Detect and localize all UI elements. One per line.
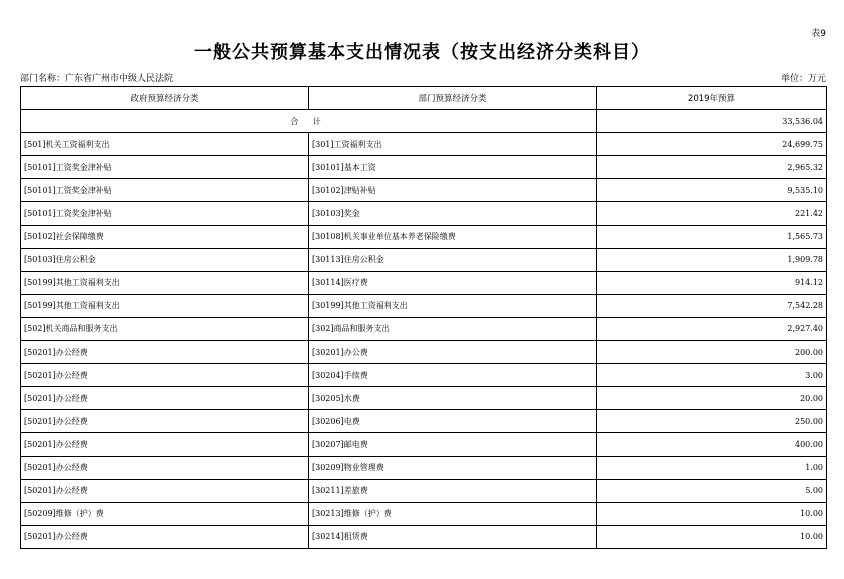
dept-class-cell: [30102]津贴补贴 [309, 179, 597, 202]
dept-class-cell: [30213]维修（护）费 [309, 502, 597, 525]
table-body [21, 110, 827, 549]
budget-value-cell: 2,927.40 [597, 317, 827, 340]
gov-class-cell: [502]机关商品和服务支出 [21, 317, 309, 340]
budget-value-cell: 24,699.75 [597, 133, 827, 156]
dept-class-cell: [30206]电费 [309, 410, 597, 433]
total-value: 33,536.04 [597, 110, 827, 133]
table-row [21, 179, 827, 202]
budget-value-cell: 400.00 [597, 433, 827, 456]
table-row [21, 364, 827, 387]
gov-class-cell: [50103]住房公积金 [21, 248, 309, 271]
table-header-row [21, 87, 827, 110]
gov-class-cell: [50209]维修（护）费 [21, 502, 309, 525]
table-row [21, 456, 827, 479]
budget-value-cell: 2,965.32 [597, 156, 827, 179]
gov-class-cell: [50101]工资奖金津补贴 [21, 202, 309, 225]
table-row [21, 133, 827, 156]
unit-label: 单位：万元 [780, 74, 826, 84]
table-row [21, 248, 827, 271]
table-row [21, 225, 827, 248]
dept-class-cell: [30205]水费 [309, 387, 597, 410]
dept-class-cell: [30114]医疗费 [309, 271, 597, 294]
table-row [21, 271, 827, 294]
dept-class-cell: [30214]租赁费 [309, 525, 597, 548]
table-row [21, 479, 827, 502]
budget-value-cell: 1,565.73 [597, 225, 827, 248]
page-title: 一般公共预算基本支出情况表（按支出经济分类科目） [194, 42, 650, 63]
dept-class-cell: [30101]基本工资 [309, 156, 597, 179]
budget-value-cell: 3.00 [597, 364, 827, 387]
column-header-budget-2019: 2019年预算 [597, 87, 827, 110]
gov-class-cell: [501]机关工资福利支出 [21, 133, 309, 156]
gov-class-cell: [50199]其他工资福利支出 [21, 294, 309, 317]
dept-class-cell: [30207]邮电费 [309, 433, 597, 456]
budget-value-cell: 1.00 [597, 456, 827, 479]
table-row [21, 387, 827, 410]
gov-class-cell: [50102]社会保障缴费 [21, 225, 309, 248]
budget-value-cell: 1,909.78 [597, 248, 827, 271]
gov-class-cell: [50101]工资奖金津补贴 [21, 179, 309, 202]
table-row [21, 410, 827, 433]
budget-value-cell: 221.42 [597, 202, 827, 225]
dept-class-cell: [30209]物业管理费 [309, 456, 597, 479]
dept-class-cell: [301]工资福利支出 [309, 133, 597, 156]
table-row [21, 294, 827, 317]
column-header-dept-class: 部门预算经济分类 [309, 87, 597, 110]
gov-class-cell: [50201]办公经费 [21, 387, 309, 410]
table-row [21, 341, 827, 364]
budget-value-cell: 20.00 [597, 387, 827, 410]
table-number: 表9 [811, 29, 826, 39]
dept-class-cell: [30204]手续费 [309, 364, 597, 387]
budget-value-cell: 9,535.10 [597, 179, 827, 202]
table-row [21, 525, 827, 548]
dept-class-cell: [302]商品和服务支出 [309, 317, 597, 340]
budget-value-cell: 250.00 [597, 410, 827, 433]
table-row [21, 433, 827, 456]
gov-class-cell: [50201]办公经费 [21, 456, 309, 479]
budget-table [20, 86, 827, 549]
dept-class-cell: [30103]奖金 [309, 202, 597, 225]
budget-value-cell: 5.00 [597, 479, 827, 502]
gov-class-cell: [50201]办公经费 [21, 364, 309, 387]
dept-class-cell: [30199]其他工资福利支出 [309, 294, 597, 317]
budget-value-cell: 7,542.28 [597, 294, 827, 317]
gov-class-cell: [50201]办公经费 [21, 341, 309, 364]
gov-class-cell: [50199]其他工资福利支出 [21, 271, 309, 294]
table-row [21, 202, 827, 225]
table-row [21, 156, 827, 179]
column-header-gov-class: 政府预算经济分类 [21, 87, 309, 110]
gov-class-cell: [50201]办公经费 [21, 479, 309, 502]
department-name: 部门名称：广东省广州市中级人民法院 [20, 74, 174, 84]
dept-class-cell: [30108]机关事业单位基本养老保险缴费 [309, 225, 597, 248]
table-row [21, 317, 827, 340]
gov-class-cell: [50201]办公经费 [21, 410, 309, 433]
total-row [21, 110, 827, 133]
dept-class-cell: [30201]办公费 [309, 341, 597, 364]
budget-value-cell: 914.12 [597, 271, 827, 294]
budget-value-cell: 200.00 [597, 341, 827, 364]
gov-class-cell: [50101]工资奖金津补贴 [21, 156, 309, 179]
gov-class-cell: [50201]办公经费 [21, 525, 309, 548]
total-label: 合 计 [21, 110, 597, 133]
budget-value-cell: 10.00 [597, 525, 827, 548]
dept-class-cell: [30211]差旅费 [309, 479, 597, 502]
budget-value-cell: 10.00 [597, 502, 827, 525]
gov-class-cell: [50201]办公经费 [21, 433, 309, 456]
dept-class-cell: [30113]住房公积金 [309, 248, 597, 271]
table-row [21, 502, 827, 525]
